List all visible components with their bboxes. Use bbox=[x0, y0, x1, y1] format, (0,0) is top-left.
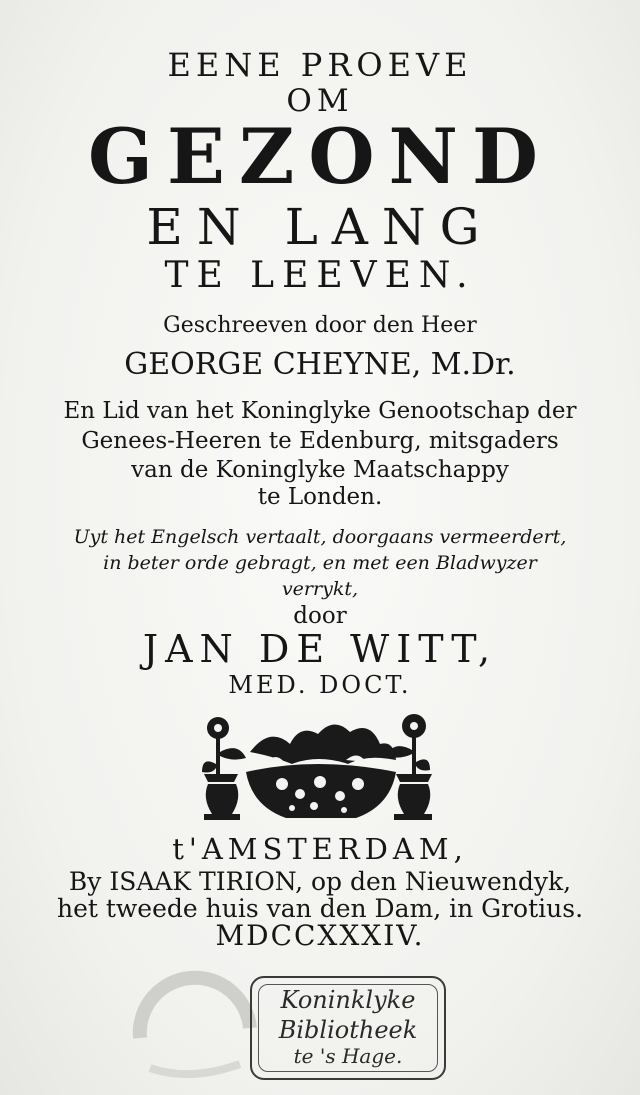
imprint-year: MDCCXXXIV. bbox=[215, 919, 425, 952]
library-stamp-line-2: Bibliotheek bbox=[278, 1016, 418, 1044]
title-line-1: EENE PROEVE bbox=[167, 46, 473, 84]
imprint-publisher: By ISAAK TIRION, op den Nieuwendyk, bbox=[68, 867, 572, 896]
author-credentials-2: Genees-Heeren te Edenburg, mitsgaders bbox=[81, 428, 559, 454]
author-credentials-4: te Londen. bbox=[257, 484, 383, 510]
imprint-city: t'AMSTERDAM, bbox=[172, 832, 468, 866]
translator-intro: door bbox=[293, 603, 347, 629]
floral-fruit-basket-ornament bbox=[196, 712, 440, 824]
author-name: GEORGE CHEYNE, M.Dr. bbox=[124, 347, 516, 382]
title-line-4: EN LANG bbox=[146, 198, 494, 256]
author-intro: Geschreeven door den Heer bbox=[163, 313, 477, 338]
author-credentials-1: En Lid van het Koninglyke Genootschap der bbox=[63, 398, 577, 424]
library-stamp-line-1: Koninklyke bbox=[280, 986, 416, 1014]
imprint-address: het tweede huis van den Dam, in Grotius. bbox=[56, 894, 584, 923]
title-main-word: GEZOND bbox=[88, 112, 552, 201]
title-line-2: OM bbox=[286, 83, 354, 119]
faded-circular-stamp bbox=[130, 968, 260, 1083]
title-line-5: TE LEEVEN. bbox=[164, 255, 476, 296]
library-stamp-line-3: te 's Hage. bbox=[293, 1044, 403, 1068]
library-stamp bbox=[250, 976, 446, 1080]
translator-name: JAN DE WITT, bbox=[142, 627, 498, 671]
translation-note-1: Uyt het Engelsch vertaalt, doorgaans vermeerdert, bbox=[73, 526, 567, 548]
translation-note-3: verrykt, bbox=[281, 578, 359, 600]
translator-title: MED. DOCT. bbox=[228, 671, 412, 699]
author-credentials-3: van de Koninglyke Maatschappy bbox=[131, 457, 509, 483]
translation-note-2: in beter orde gebragt, en met een Bladwyzer bbox=[103, 552, 537, 574]
